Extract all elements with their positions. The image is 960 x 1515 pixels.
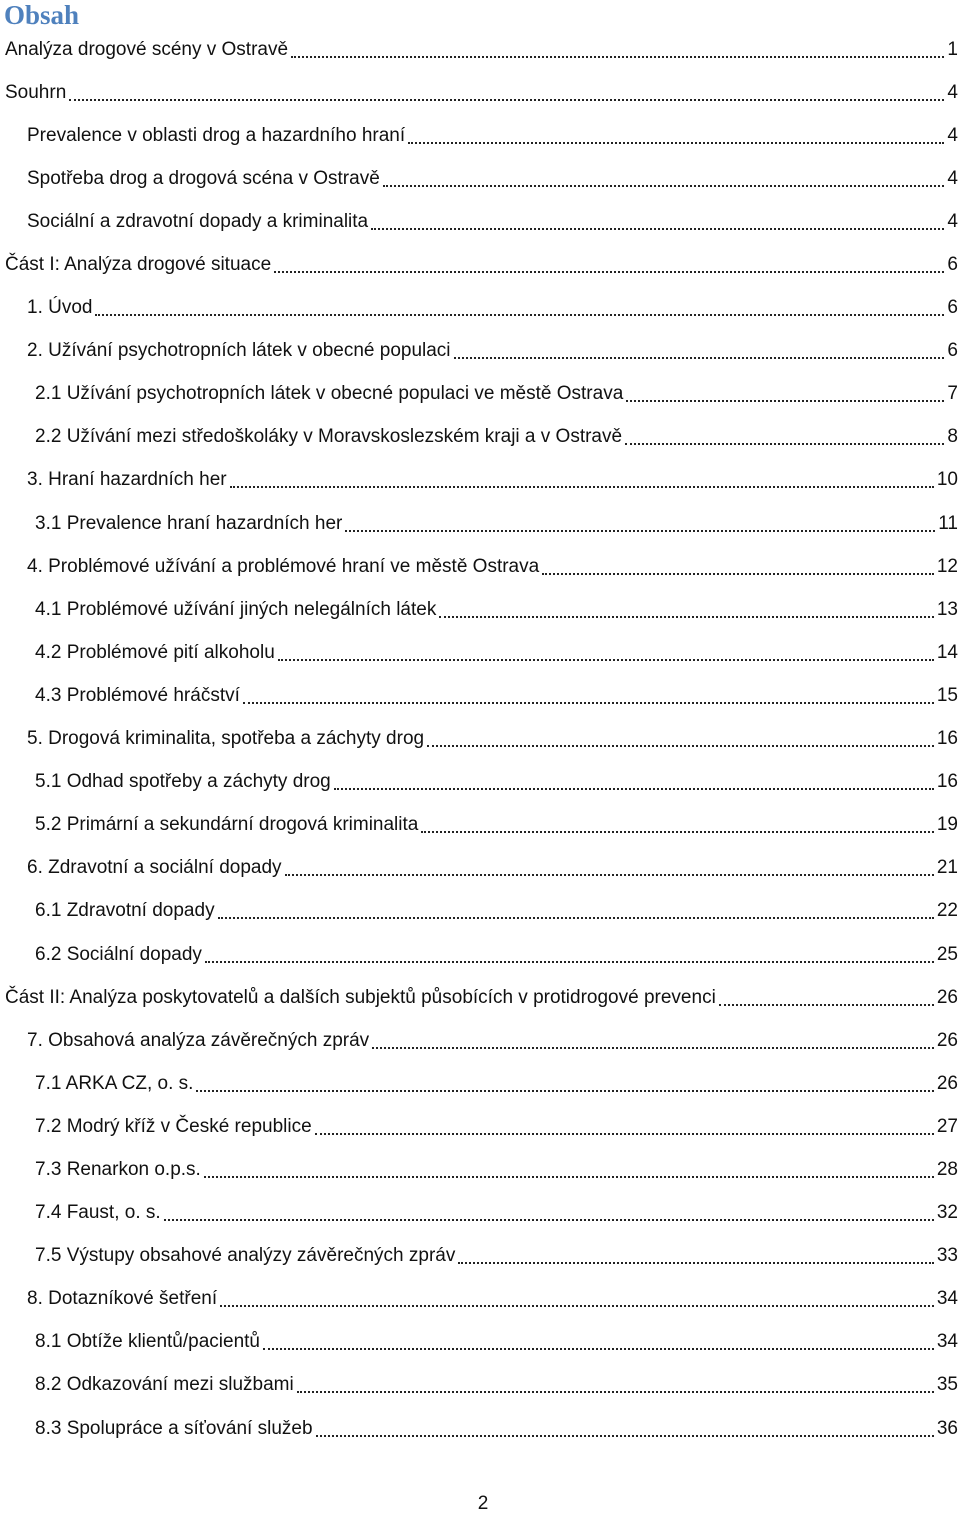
toc-entry-page-number: 4 [947,81,958,103]
toc-entry[interactable] [0,416,960,459]
toc-entry-page-number: 10 [936,469,958,491]
toc-entry[interactable] [0,200,960,243]
toc-entry-label: 7.1 ARKA CZ, o. s. [35,1072,194,1094]
toc-entry-page-number: 26 [936,1029,958,1051]
toc-entry-label: 7.2 Modrý kříž v České republice [35,1115,312,1137]
toc-entry-label: 6. Zdravotní a sociální dopady [27,857,282,879]
toc-entry[interactable] [0,157,960,200]
dot-leader [383,165,945,187]
dot-leader [626,380,944,402]
dot-leader [196,1070,933,1092]
toc-entry-label: 1. Úvod [27,297,93,319]
toc-entry-page-number: 6 [947,297,958,319]
toc-entry-page-number: 15 [936,684,958,706]
dot-leader [243,682,934,704]
dot-leader [205,941,934,963]
dot-leader [285,854,934,876]
dot-leader [334,768,934,790]
toc-entry-label: 8.2 Odkazování mezi službami [35,1374,294,1396]
dot-leader [316,1415,934,1437]
toc-entry-page-number: 33 [936,1245,958,1267]
toc-heading: Obsah [4,0,80,30]
toc-entry[interactable] [0,1192,960,1235]
toc-entry[interactable] [0,287,960,330]
toc-entry-page-number: 19 [936,814,958,836]
toc-entry[interactable] [0,761,960,804]
toc-entry[interactable] [0,330,960,373]
toc-entry-label: 5.1 Odhad spotřeby a záchyty drog [35,771,331,793]
toc-entry-page-number: 21 [936,857,958,879]
toc-entry-page-number: 26 [936,1072,958,1094]
toc-entry[interactable] [0,890,960,933]
toc-entry-label: 2.2 Užívání mezi středoškoláky v Moravskoslezském kraji a v Ostravě [35,426,623,448]
toc-entry-page-number: 6 [947,254,958,276]
toc-entry-label: 6.1 Zdravotní dopady [35,900,215,922]
toc-entry[interactable] [0,1019,960,1062]
dot-leader [297,1371,934,1393]
page-number: 2 [477,1493,489,1514]
toc-entry[interactable] [0,674,960,717]
dot-leader [458,1242,934,1264]
toc-entry[interactable] [0,1278,960,1321]
toc-entry-label: 5.2 Primární a sekundární drogová kriminalita [35,814,419,836]
toc-entry-page-number: 25 [936,943,958,965]
toc-entry-label: Sociální a zdravotní dopady a kriminalita [27,210,369,232]
toc-entry-page-number: 16 [936,728,958,750]
toc-entry-label: 6.2 Sociální dopady [35,943,202,965]
toc-entry-label: 3. Hraní hazardních her [27,469,227,491]
toc-entry[interactable] [0,847,960,890]
dot-leader [278,639,934,661]
toc-entry[interactable] [0,459,960,502]
toc-entry-label: 7.5 Výstupy obsahové analýzy závěrečných zpráv [35,1245,456,1267]
dot-leader [427,725,934,747]
toc-entry-page-number: 12 [936,555,958,577]
toc-entry-label: 8.3 Spolupráce a síťování služeb [35,1417,313,1439]
toc-entry[interactable] [0,114,960,157]
toc-entry-page-number: 1 [947,38,958,60]
toc-entry-page-number: 27 [936,1115,958,1137]
dot-leader [164,1199,934,1221]
toc-entry-label: Analýza drogové scény v Ostravě [5,38,289,60]
toc-entry[interactable] [0,71,960,114]
toc-entry[interactable] [0,976,960,1019]
toc-entry[interactable] [0,933,960,976]
dot-leader [371,208,944,230]
toc-entry-label: 4.2 Problémové pití alkoholu [35,641,275,663]
dot-leader [408,122,944,144]
toc-entry-label: 4.3 Problémové hráčství [35,684,240,706]
toc-entry-page-number: 36 [936,1417,958,1439]
toc-entry-page-number: 6 [947,340,958,362]
toc-entry-page-number: 4 [947,124,958,146]
dot-leader [291,36,944,58]
toc-entry-label: Část II: Analýza poskytovatelů a dalších subjektů působících v protidrogové prevenci [5,986,716,1008]
dot-leader [230,466,934,488]
toc-entry-label: 8. Dotazníkové šetření [27,1288,218,1310]
toc-entry[interactable] [0,243,960,286]
toc-entry[interactable] [0,502,960,545]
toc-entry-page-number: 34 [936,1288,958,1310]
dot-leader [69,79,944,101]
toc-entry[interactable] [0,588,960,631]
toc-entry-label: 2. Užívání psychotropních látek v obecné populaci [27,340,451,362]
toc-entry[interactable] [0,631,960,674]
toc-entry[interactable] [0,1148,960,1191]
toc-entry-label: Souhrn [5,81,67,103]
toc-entry[interactable] [0,1235,960,1278]
toc-entry[interactable] [0,718,960,761]
dot-leader [372,1027,934,1049]
toc-entry-page-number: 14 [936,641,958,663]
dot-leader [274,251,944,273]
dot-leader [218,897,934,919]
dot-leader [204,1156,934,1178]
dot-leader [439,596,934,618]
toc-entry-label: 5. Drogová kriminalita, spotřeba a záchyty drog [27,728,425,750]
toc-entry-label: Prevalence v oblasti drog a hazardního hraní [27,124,406,146]
dot-leader [421,811,934,833]
toc-entry-label: 8.1 Obtíže klientů/pacientů [35,1331,260,1353]
toc-entry-label: 7.3 Renarkon o.p.s. [35,1158,201,1180]
toc-entry-page-number: 11 [938,512,958,534]
toc-entry-page-number: 32 [936,1202,958,1224]
dot-leader [625,423,944,445]
dot-leader [345,510,935,532]
dot-leader [454,337,945,359]
toc-entry-page-number: 13 [936,598,958,620]
toc-entry[interactable] [0,1062,960,1105]
toc-entry-page-number: 34 [936,1331,958,1353]
dot-leader [315,1113,934,1135]
toc-entry[interactable] [0,373,960,416]
table-of-contents [0,28,960,1450]
toc-entry-page-number: 28 [936,1158,958,1180]
dot-leader [220,1285,934,1307]
toc-entry-label: 4. Problémové užívání a problémové hraní ve městě Ostrava [27,555,540,577]
toc-entry-page-number: 22 [936,900,958,922]
dot-leader [719,984,934,1006]
toc-entry-page-number: 16 [936,771,958,793]
toc-entry-page-number: 8 [947,426,958,448]
toc-entry-page-number: 35 [936,1374,958,1396]
toc-entry[interactable] [0,1321,960,1364]
toc-entry[interactable] [0,28,960,71]
toc-entry-page-number: 4 [947,167,958,189]
dot-leader [95,294,944,316]
toc-entry-page-number: 4 [947,210,958,232]
toc-entry-page-number: 26 [936,986,958,1008]
toc-entry[interactable] [0,545,960,588]
toc-entry[interactable] [0,1105,960,1148]
toc-entry[interactable] [0,1407,960,1450]
toc-entry[interactable] [0,1364,960,1407]
toc-entry-label: Část I: Analýza drogové situace [5,254,272,276]
toc-entry-label: 3.1 Prevalence hraní hazardních her [35,512,343,534]
dot-leader [263,1328,934,1350]
toc-entry-label: 4.1 Problémové užívání jiných nelegálních látek [35,598,437,620]
toc-entry-label: 7.4 Faust, o. s. [35,1202,161,1224]
toc-entry-label: Spotřeba drog a drogová scéna v Ostravě [27,167,380,189]
toc-entry-page-number: 7 [947,383,958,405]
toc-entry-label: 7. Obsahová analýza závěrečných zpráv [27,1029,370,1051]
toc-entry-label: 2.1 Užívání psychotropních látek v obecné populaci ve městě Ostrava [35,383,624,405]
dot-leader [542,553,934,575]
toc-entry[interactable] [0,804,960,847]
